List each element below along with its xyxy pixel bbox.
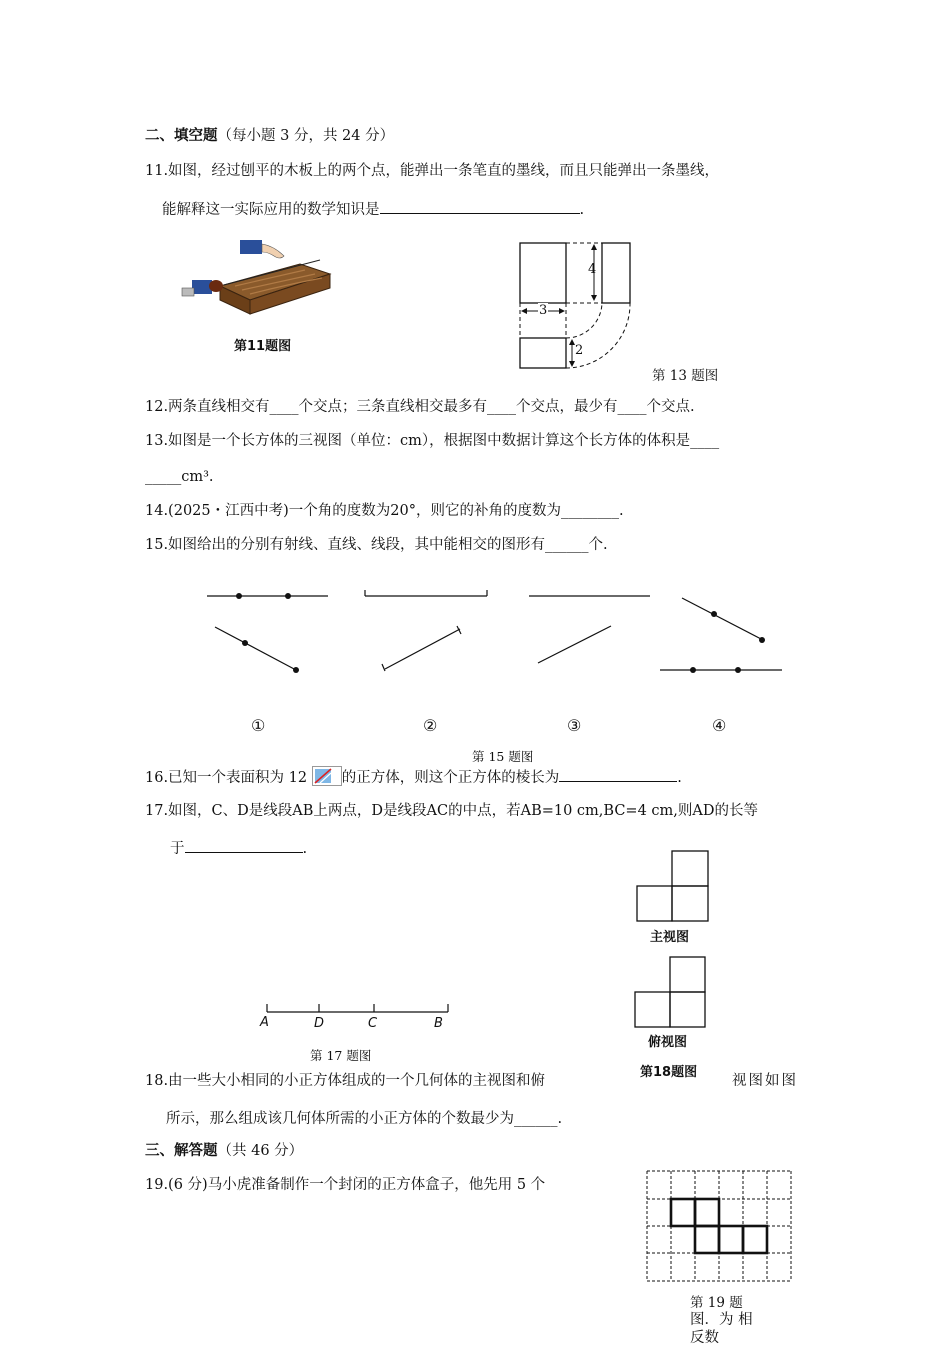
q15-label-1: ① xyxy=(251,716,266,735)
q11-answer-blank xyxy=(380,199,580,214)
section-2-heading xyxy=(145,126,394,146)
q16-text-pre: 16.已知一个表面积为 12 xyxy=(145,770,312,786)
q19-caption-line1: 第 19 题 xyxy=(690,1295,743,1311)
q15-lines-figure xyxy=(200,582,790,682)
q15-label-3: ③ xyxy=(567,716,582,735)
q17-segment-figure xyxy=(260,1000,460,1020)
q18-line1b: 视图如图 xyxy=(732,1073,798,1089)
q15-label-2: ② xyxy=(423,716,438,735)
q15-figure-caption: 第 15 题图 xyxy=(472,749,534,764)
q17-point-b: B xyxy=(434,1016,443,1031)
section-3-note: （共 46 分） xyxy=(217,1143,304,1159)
wooden-board-illustration xyxy=(180,238,330,328)
q11-figure-caption: 第11题图 xyxy=(234,339,292,354)
q16-end: . xyxy=(677,770,682,786)
q18-figure-caption: 第18题图 xyxy=(640,1065,698,1080)
q13-figure-caption: 第 13 题图 xyxy=(652,368,719,384)
q13-label-2: 2 xyxy=(575,343,584,358)
q17-line1: 17.如图，C、D是线段AB上两点，D是线段AC的中点，若AB=10 cm,BC=4 cm,则AD的长等 xyxy=(145,803,758,819)
q14-text: 14.(2025・江西中考)一个角的度数为20°，则它的补角的度数为________. xyxy=(145,503,624,519)
q18-front-view-label: 主视图 xyxy=(650,930,690,945)
q17-line2 xyxy=(170,838,307,859)
q17-text: 于 xyxy=(170,841,185,857)
q18-top-view-label: 俯视图 xyxy=(648,1035,688,1050)
q11-line1: 11.如图，经过刨平的木板上的两个点，能弹出一条笔直的墨线，而且只能弹出一条墨线， xyxy=(145,163,720,179)
q17-point-d: D xyxy=(314,1016,325,1031)
q15-label-4: ④ xyxy=(712,716,727,735)
q17-figure-caption: 第 17 题图 xyxy=(310,1048,372,1063)
q11-text: 能解释这一实际应用的数学知识是 xyxy=(162,202,380,218)
q18-line1a: 18.由一些大小相同的小正方体组成的一个几何体的主视图和俯 xyxy=(145,1073,546,1089)
q19-grid-figure xyxy=(646,1170,792,1282)
broken-image-icon xyxy=(312,766,342,786)
q12-text: 12.两条直线相交有____个交点；三条直线相交最多有____个交点，最少有____个交点. xyxy=(145,399,695,415)
q17-end: . xyxy=(302,841,308,857)
q13-label-4: 4 xyxy=(588,262,597,277)
q16-text-post: 的正方体，则这个正方体的棱长为 xyxy=(341,770,560,786)
q11-line2 xyxy=(162,199,584,220)
q17-point-c: C xyxy=(368,1016,378,1031)
section-2-note: （每小题 3 分，共 24 分） xyxy=(217,128,395,144)
q13-line1: 13.如图是一个长方体的三视图（单位：cm），根据图中数据计算这个长方体的体积是____ xyxy=(145,433,720,449)
q18-front-view-figure xyxy=(636,850,710,922)
q11-end: . xyxy=(579,202,585,218)
q13-label-3: 3 xyxy=(539,303,548,318)
q18-line2: 所示，那么组成该几何体所需的小正方体的个数最少为______. xyxy=(166,1111,563,1127)
section-2-title: 二、填空题 xyxy=(145,127,218,144)
q16-answer-blank xyxy=(559,767,677,782)
q15-text: 15.如图给出的分别有射线、直线、线段，其中能相交的图形有______个. xyxy=(145,537,608,553)
q17-answer-blank xyxy=(185,838,303,853)
section-3-heading xyxy=(145,1141,303,1161)
q17-point-a: A xyxy=(260,1015,269,1030)
q19-line1: 19.(6 分)马小虎准备制作一个封闭的正方体盒子，他先用 5 个 xyxy=(145,1177,546,1193)
q18-top-view-figure xyxy=(634,956,708,1028)
q19-caption-line2: 图．为 相 xyxy=(690,1312,753,1328)
q13-line2: _____cm³. xyxy=(145,469,214,485)
section-3-title: 三、解答题 xyxy=(145,1142,218,1159)
q16-line xyxy=(145,766,682,788)
q19-caption-line3: 反数 xyxy=(690,1330,719,1346)
